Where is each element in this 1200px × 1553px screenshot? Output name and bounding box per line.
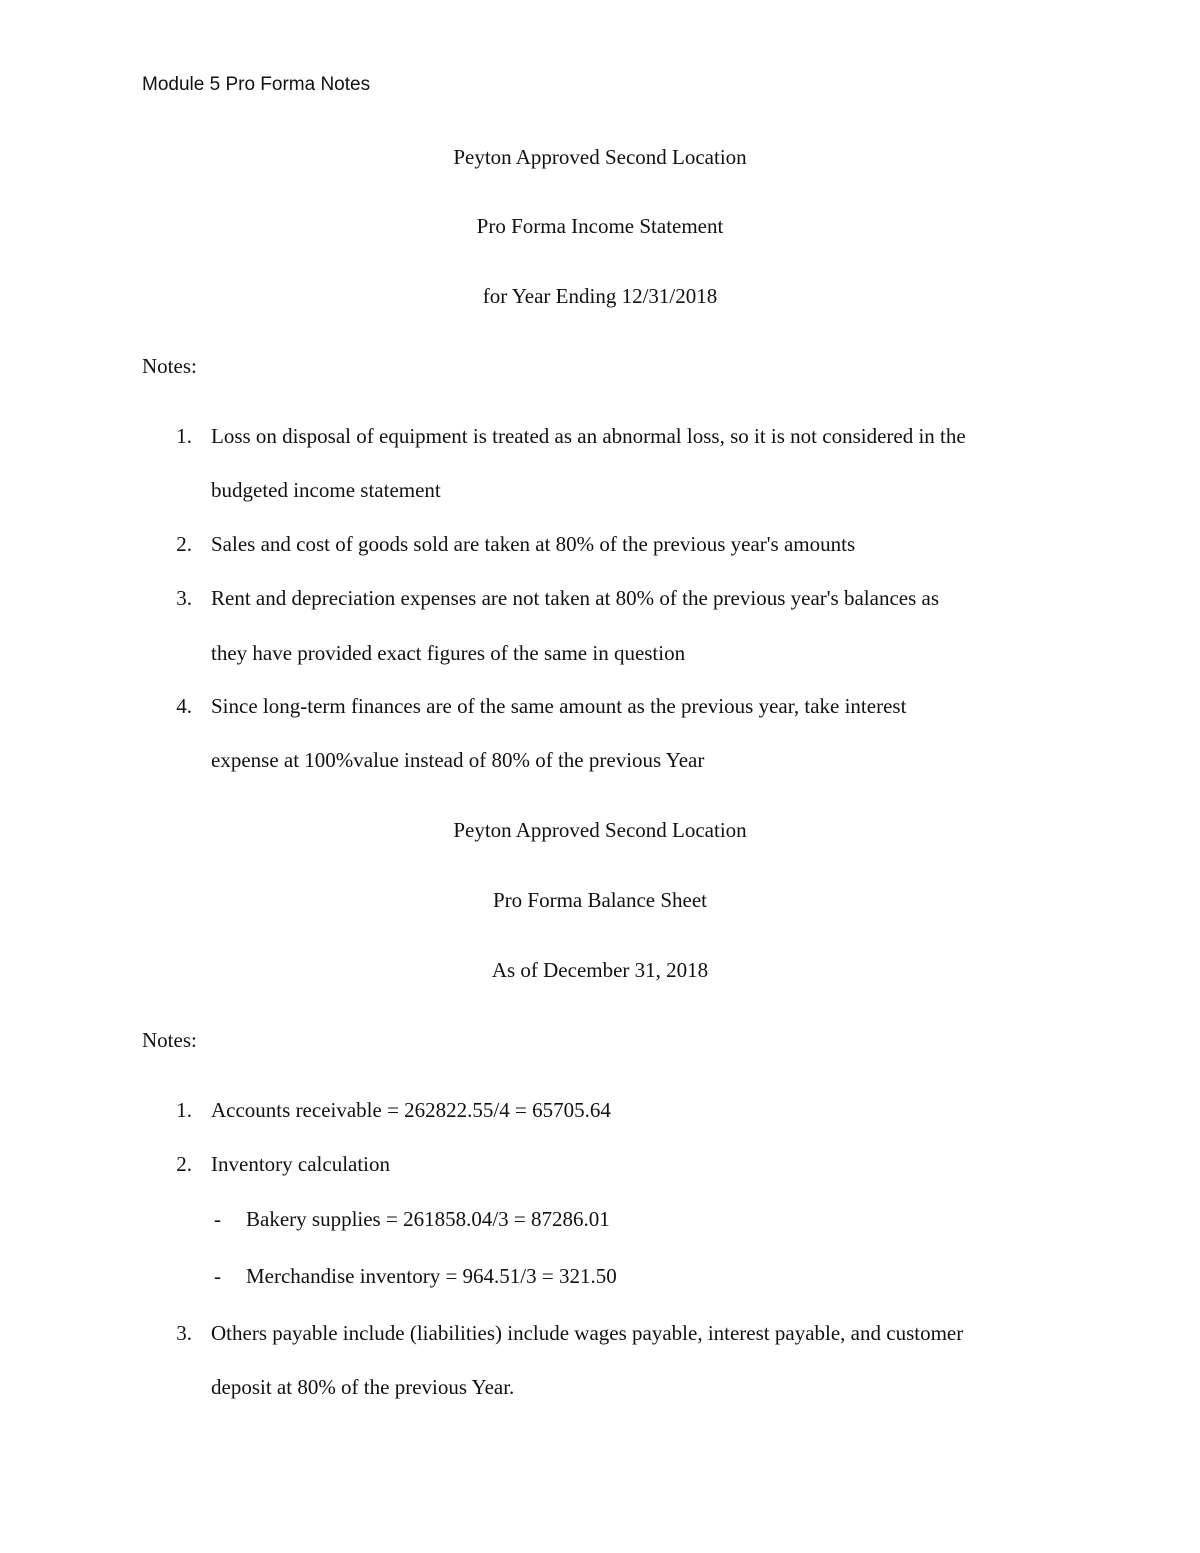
list-item-text-continued: expense at 100%value instead of 80% of the previous Year	[211, 748, 705, 772]
income-statement-title-line1: Peyton Approved Second Location	[453, 145, 747, 169]
list-item-text-continued: deposit at 80% of the previous Year.	[211, 1375, 515, 1399]
sub-list-item: Merchandise inventory = 964.51/3 = 321.50	[246, 1264, 617, 1288]
list-item-text: Inventory calculation	[211, 1152, 391, 1176]
sub-list-marker: -	[214, 1207, 221, 1231]
list-item-number: 1.	[176, 424, 192, 448]
sub-list-item: Bakery supplies = 261858.04/3 = 87286.01	[246, 1207, 610, 1231]
list-item-text-continued: they have provided exact figures of the same in question	[211, 641, 686, 665]
list-item-text-continued: budgeted income statement	[211, 478, 441, 502]
list-item-text: Rent and depreciation expenses are not taken at 80% of the previous year's balances as	[211, 586, 940, 610]
list-item-number: 1.	[176, 1098, 192, 1122]
list-item-text: Sales and cost of goods sold are taken at 80% of the previous year's amounts	[211, 532, 856, 556]
income-statement-title-line2: Pro Forma Income Statement	[476, 214, 724, 238]
balance-sheet-title-line3: As of December 31, 2018	[491, 958, 709, 982]
list-item-number: 2.	[176, 532, 192, 556]
balance-sheet-title-line1: Peyton Approved Second Location	[453, 818, 747, 842]
sub-list-marker: -	[214, 1264, 221, 1288]
list-item-text: Others payable include (liabilities) include wages payable, interest payable, and customer	[211, 1321, 964, 1345]
list-item-text: Since long-term finances are of the same amount as the previous year, take interest	[211, 694, 907, 718]
list-item-text: Accounts receivable = 262822.55/4 = 65705.64	[211, 1098, 611, 1122]
running-header: Module 5 Pro Forma Notes	[142, 74, 371, 95]
list-item-number: 3.	[176, 586, 192, 610]
income-notes-label: Notes:	[142, 354, 197, 378]
list-item-number: 3.	[176, 1321, 192, 1345]
balance-notes-label: Notes:	[142, 1028, 197, 1052]
list-item-number: 2.	[176, 1152, 192, 1176]
income-statement-title-line3: for Year Ending 12/31/2018	[482, 284, 718, 308]
list-item-number: 4.	[176, 694, 192, 718]
balance-sheet-title-line2: Pro Forma Balance Sheet	[492, 888, 708, 912]
list-item-text: Loss on disposal of equipment is treated as an abnormal loss, so it is not considered in the	[211, 424, 966, 448]
